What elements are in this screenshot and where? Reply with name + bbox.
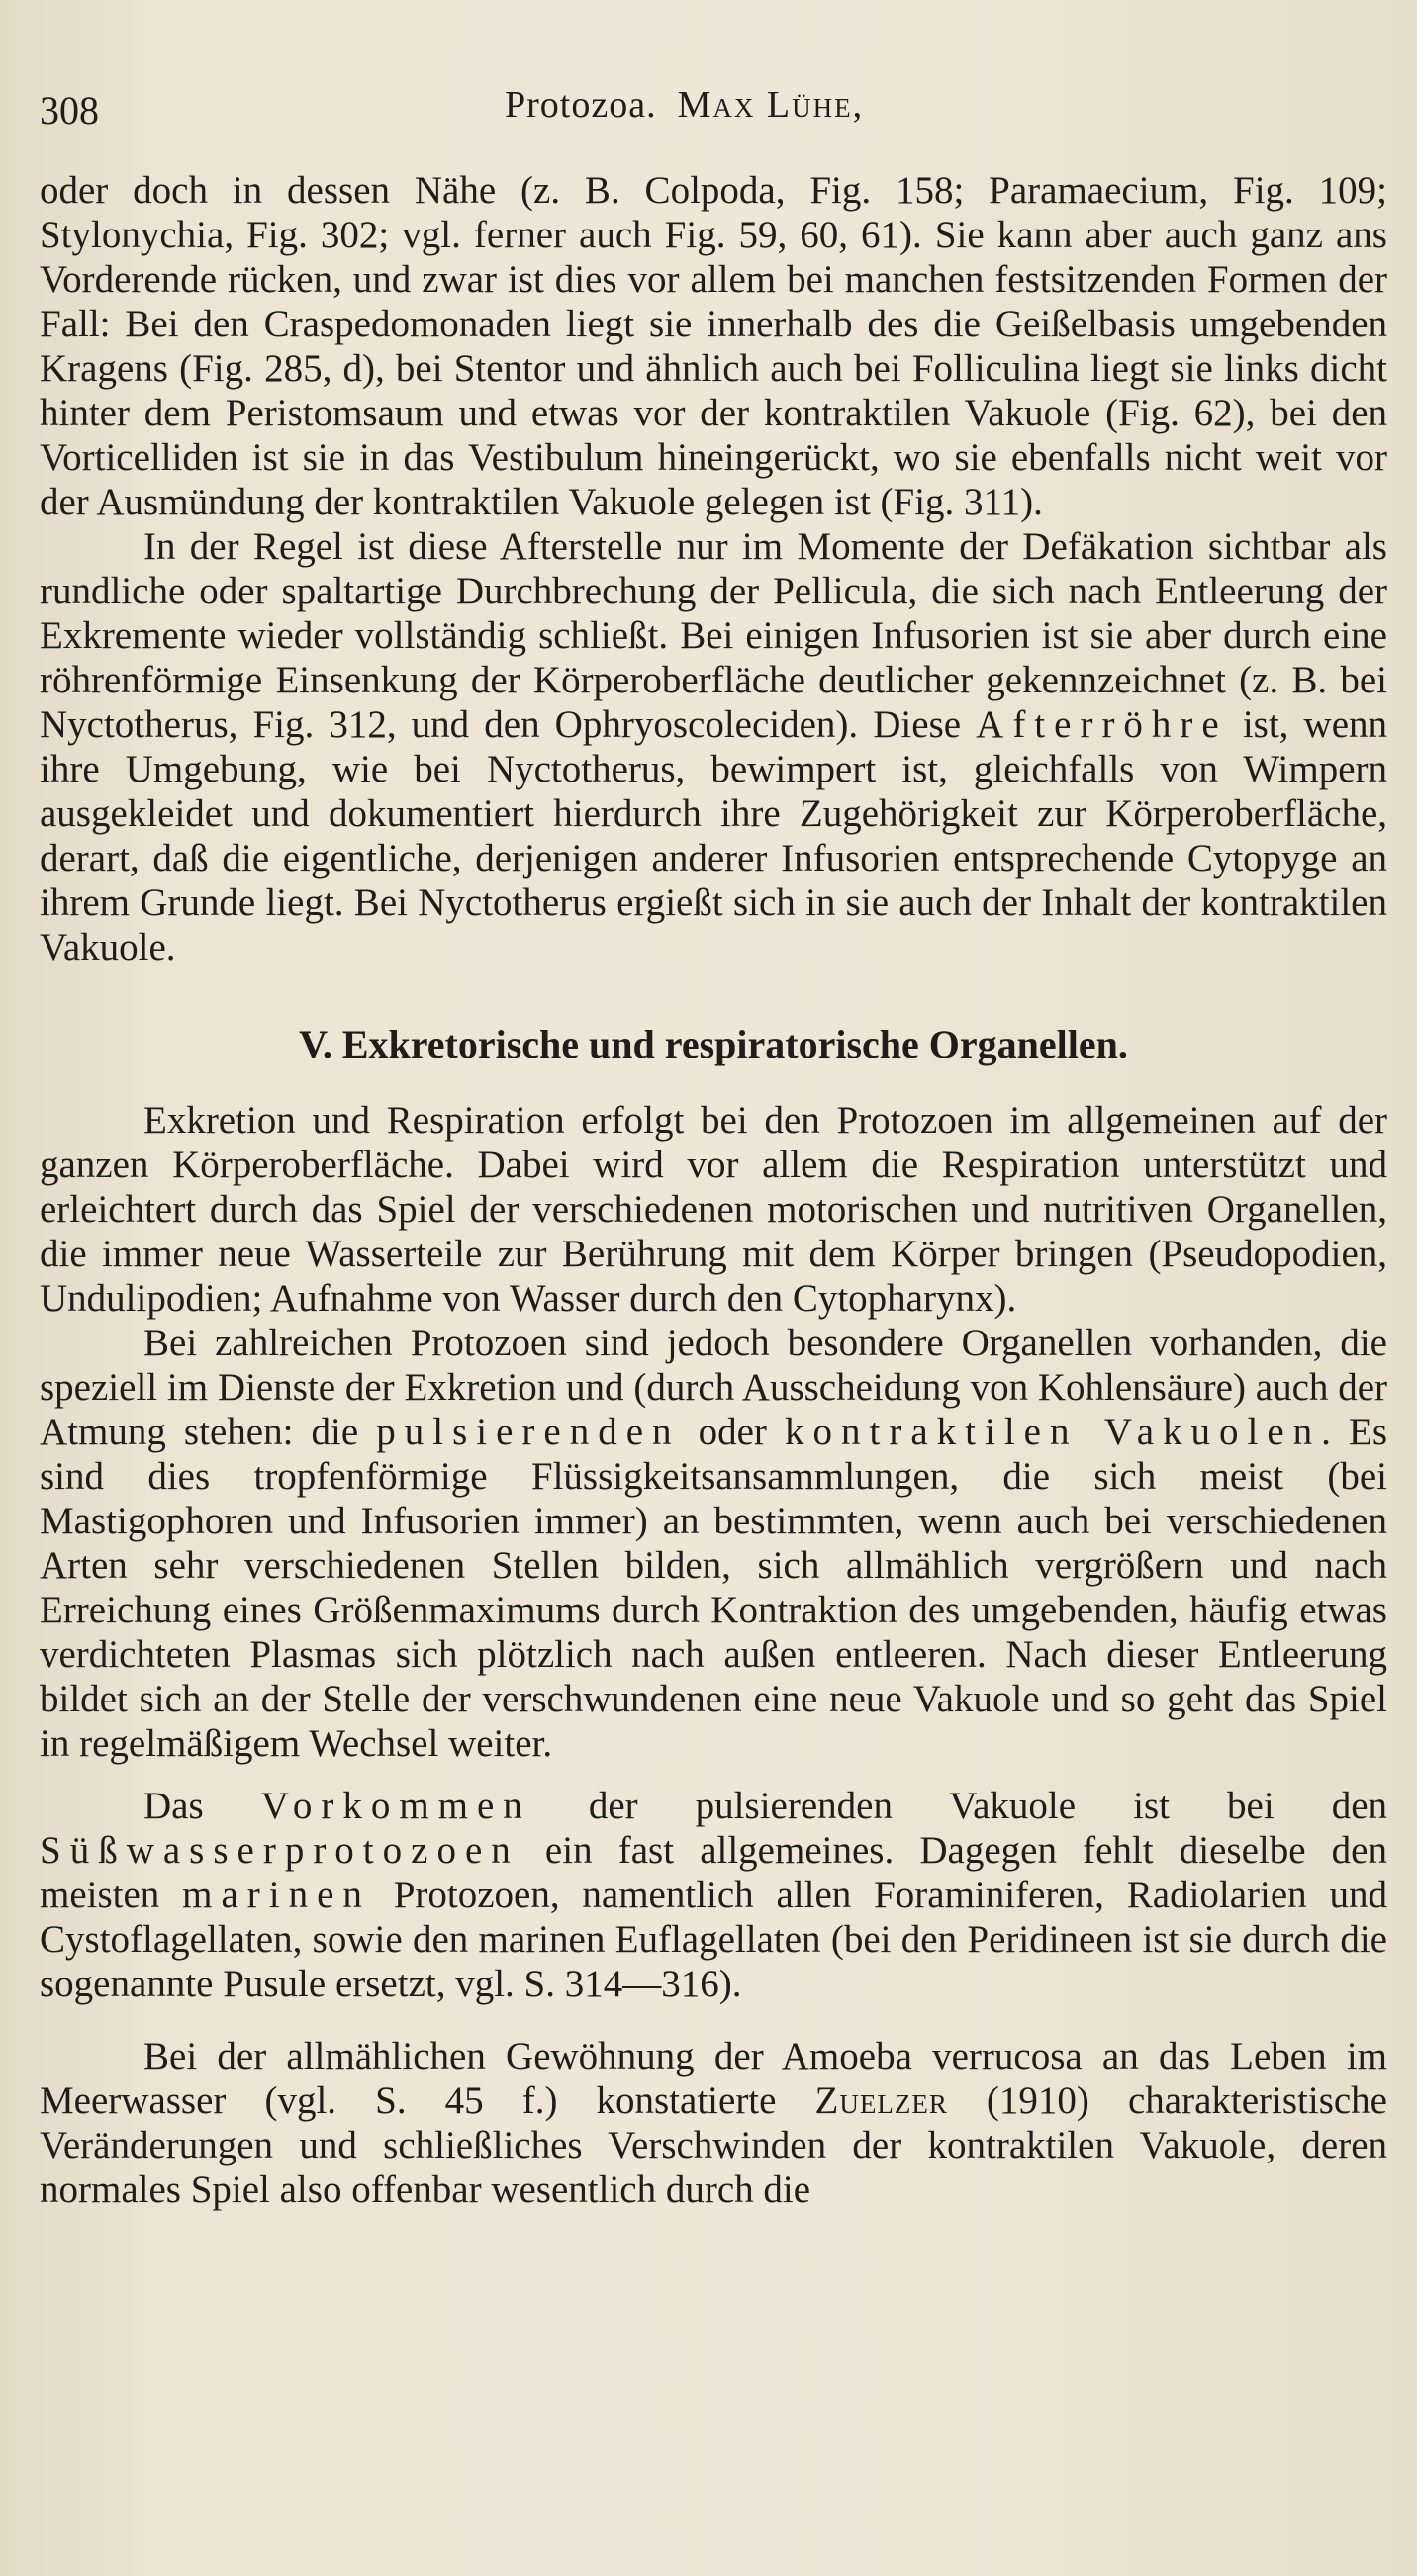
term-pulsierenden: pulsierenden xyxy=(376,1411,681,1453)
page-body xyxy=(40,168,1387,2212)
paragraph-5-text-d: Protozoen, namentlich allen Foraminiferen, Radiolarien und Cystoflagellaten, sowie den marinen Euflagellaten (bei den Peridineen ist sie durch die sogenannte Pusule ersetzt, vgl. S. 314—316). xyxy=(40,1874,1387,2005)
paragraph-3: Exkretion und Respiration erfolgt bei den Protozoen im allgemeinen auf der ganzen Körperoberfläche. Dabei wird vor allem die Respiration unterstützt und erleichtert durch das Spiel der verschiedenen motorischen und nutritiven Organellen, die immer neue Wasserteile zur Berührung mit dem Körper bringen (Pseudopodien, Undulipodien; Aufnahme von Wasser durch den Cytopharynx). xyxy=(40,1099,1387,1320)
paragraph-4-mid: oder xyxy=(680,1411,786,1453)
page-number: 308 xyxy=(40,88,99,133)
section-heading: V. Exkretorische und respiratorische Organellen. xyxy=(299,1022,1128,1066)
paragraph-2 xyxy=(40,524,1387,969)
running-header xyxy=(40,84,1385,146)
paragraph-4 xyxy=(40,1321,1387,1766)
paragraph-5-text-a: Das xyxy=(143,1785,261,1827)
running-title xyxy=(505,83,864,127)
paragraph-4-text-b: . Es sind dies tropfenförmige Flüssigkeitsansammlungen, die sich meist (bei Mastigophoren und Infusorien immer) an bestimmten, wenn auch bei verschiedenen Arten sehr verschiedenen Stellen bilden, sich allmählich vergrößern und nach Erreichung eines Größenmaximums durch Kontraktion des umgebenden, häufig etwas verdichteten Plasmas sich plötzlich nach außen entleeren. Nach dieser Entleerung bildet sich an der Stelle der verschwundenen eine neue Vakuole und so geht das Spiel in regelmäßigem Wechsel weiter. xyxy=(40,1411,1388,1765)
term-suesswasserprotozoen: Süßwasserprotozoen xyxy=(40,1829,520,1872)
running-title-author: Max Lühe, xyxy=(677,84,865,126)
term-marinen: marinen xyxy=(182,1874,371,1916)
paragraph-5-text-c: ein fast allgemeines. Dagegen fehlt dieselbe den meisten xyxy=(40,1829,1387,1916)
author-zuelzer: Zuelzer xyxy=(814,2079,948,2122)
term-vorkommen: Vorkommen xyxy=(260,1785,531,1827)
paragraph-6-text-a: Bei der allmählichen Gewöhnung der Amoeba verrucosa an das Leben im Meerwasser (vgl. S. 45 f.) konstatierte xyxy=(40,2035,1387,2122)
paragraph-2-text-a: In der Regel ist diese Afterstelle nur im Momente der Defäkation sichtbar als rundliche oder spaltartige Durchbrechung der Pellicula, die sich nach Entleerung der Exkremente wieder vollständig schließt. Bei einigen Infusorien ist sie aber durch eine röhrenförmige Einsenkung der Körperoberfläche deutlicher gekennzeichnet (z. B. bei Nyctotherus, Fig. 312, und den Ophryoscoleciden). Diese xyxy=(40,525,1387,746)
paragraph-6-text-b: (1910) charakteristische Veränderungen und schließliches Verschwinden der kontraktilen Vakuole, deren normales Spiel also offenbar wesentlich durch die xyxy=(40,2079,1387,2211)
paragraph-2-text-b: ist, wenn ihre Umgebung, wie bei Nyctotherus, bewimpert ist, gleichfalls von Wimpern ausgekleidet und dokumentiert hierdurch ihre Zugehörigkeit zur Körperoberfläche, derart, daß die eigentliche, derjenigen anderer Infusorien entsprechende Cytopyge an ihrem Grunde liegt. Bei Nyctotherus ergießt sich in sie auch der Inhalt der kontraktilen Vakuole. xyxy=(40,703,1387,968)
paragraph-4-text-a: Bei zahlreichen Protozoen sind jedoch besondere Organellen vorhanden, die speziell im Dienste der Exkretion und (durch Ausscheidung von Kohlensäure) auch der Atmung stehen: die xyxy=(40,1322,1387,1453)
paragraph-6 xyxy=(40,2034,1387,2212)
running-title-prefix: Protozoa. xyxy=(505,84,657,126)
term-kontraktilen-vakuolen: kontraktilen Vakuolen xyxy=(785,1411,1322,1453)
paragraph-5-text-b: der pulsierenden Vakuole ist bei den xyxy=(530,1785,1387,1827)
term-afterroehre: Afterröhre xyxy=(976,703,1228,746)
paragraph-1: oder doch in dessen Nähe (z. B. Colpoda, Fig. 158; Paramaecium, Fig. 109; Stylonychia, Fig. 302; vgl. ferner auch Fig. 59, 60, 61). Sie kann aber auch ganz ans Vorderende rücken, und zwar ist dies vor allem bei manchen festsitzenden Formen der Fall: Bei den Craspedomonaden liegt sie innerhalb des die Geißelbasis umgebenden Kragens (Fig. 285, d), bei Stentor und ähnlich auch bei Folliculina liegt sie links dicht hinter dem Peristomsaum und etwas vor der kontraktilen Vakuole (Fig. 62), bei den Vorticelliden ist sie in das Vestibulum hineingerückt, wo sie ebenfalls nicht weit vor der Ausmündung der kontraktilen Vakuole gelegen ist (Fig. 311). xyxy=(40,169,1387,523)
paragraph-5 xyxy=(40,1784,1387,2006)
